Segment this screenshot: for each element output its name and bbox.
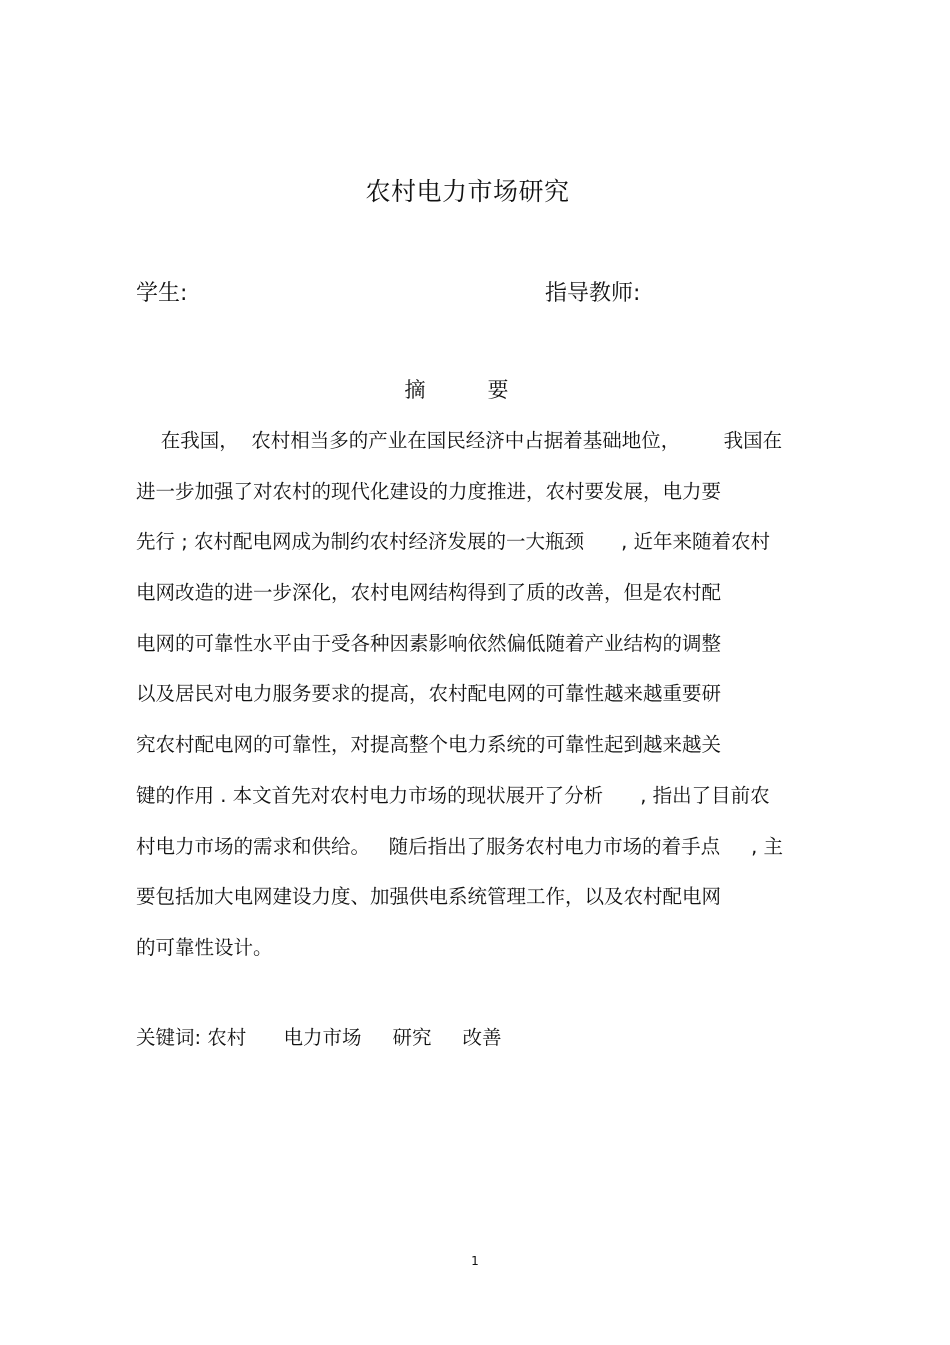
abstract-line: 电网的可靠性水平由于受各种因素影响依然偏低随着产业结构的调整 xyxy=(136,631,722,655)
abstract-line: 键的作用 . 本文首先对农村电力市场的现状展开了分析 , 指出了目前农 xyxy=(136,783,770,807)
abstract-line: 以及居民对电力服务要求的提高，农村配电网的可靠性越来越重要研 xyxy=(136,682,722,706)
student-label: 学生: xyxy=(136,281,188,306)
document-title: 农村电力市场研究 xyxy=(365,177,570,206)
abstract-line: 进一步加强了对农村的现代化建设的力度推进，农村要发展，电力要 xyxy=(136,479,722,503)
abstract-line: 电网改造的进一步深化，农村电网结构得到了质的改善，但是农村配 xyxy=(136,581,722,605)
abstract-line: 要包括加大电网建设力度、加强供电系统管理工作，以及农村配电网 xyxy=(136,885,722,909)
abstract-heading: 摘要 xyxy=(404,378,571,402)
abstract-line: 村电力市场的需求和供给。 随后指出了服务农村电力市场的着手点 , 主 xyxy=(136,834,783,858)
abstract-line: 的可靠性设计。 xyxy=(136,935,273,959)
abstract-body xyxy=(136,421,826,979)
abstract-line: 在我国， 农村相当多的产业在国民经济中占据着基础地位， 我国在 xyxy=(136,429,783,452)
abstract-line: 究农村配电网的可靠性，对提高整个电力系统的可靠性起到越来越关 xyxy=(136,733,722,757)
keywords-line: 关键词: 农村 电力市场 研究 改善 xyxy=(136,1026,502,1049)
advisor-label: 指导教师: xyxy=(545,281,641,306)
abstract-line: 先行 ; 农村配电网成为制约农村经济发展的一大瓶颈 , 近年来随着农村 xyxy=(136,530,771,554)
page-number: 1 xyxy=(471,1254,479,1268)
